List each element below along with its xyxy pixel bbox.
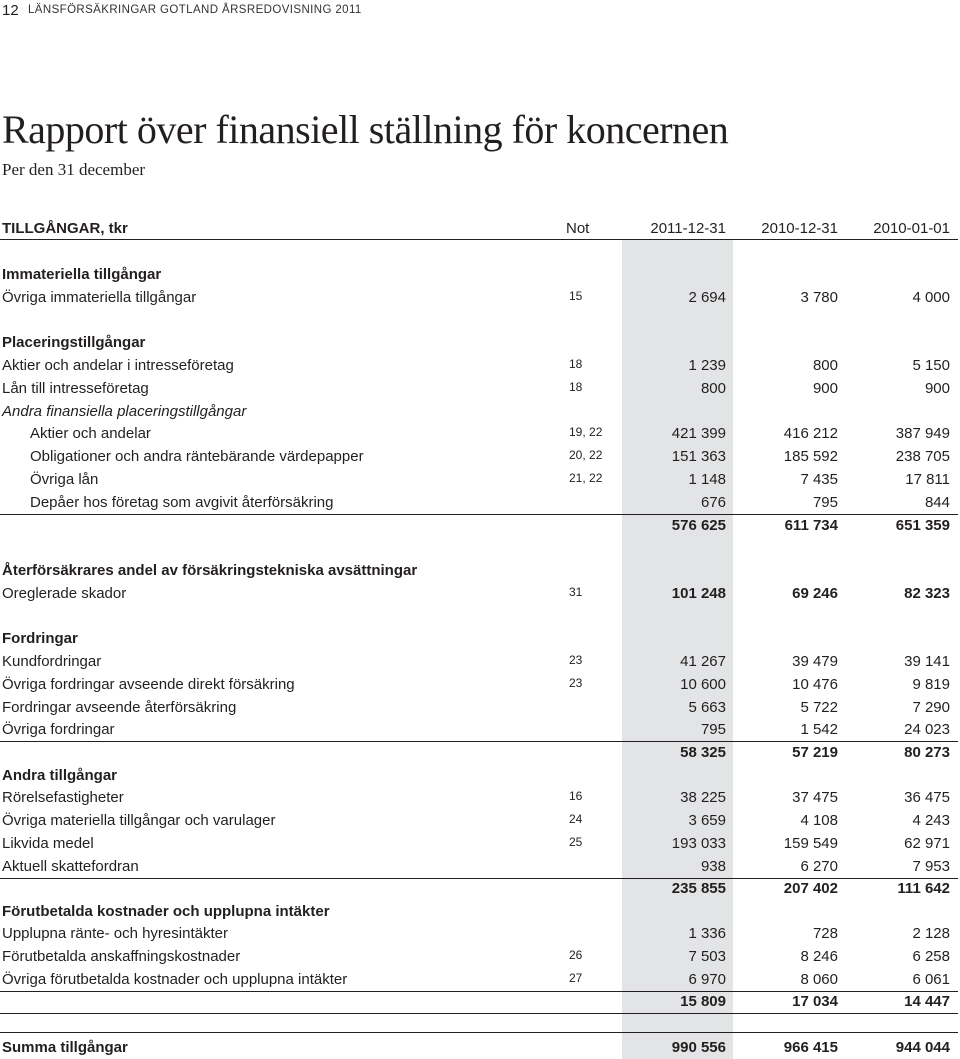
page-header	[0, 0, 362, 20]
row-label: Fordringar	[2, 630, 78, 647]
value-2010-01-01: 80 273	[904, 744, 950, 761]
value-2011-12-31: 58 325	[680, 744, 726, 761]
value-2010-01-01: 39 141	[904, 653, 950, 670]
note-ref: 16	[569, 789, 583, 803]
row-label: Övriga fordringar avseende direkt försäkring	[2, 676, 295, 693]
section-heading-row	[0, 263, 958, 286]
row-label: Övriga immateriella tillgångar	[2, 289, 197, 306]
section-heading-row	[0, 331, 958, 354]
value-2010-12-31: 966 415	[783, 1039, 838, 1056]
value-2010-12-31: 3 780	[800, 289, 838, 306]
value-2011-12-31: 10 600	[680, 676, 726, 693]
value-2010-01-01: 7 290	[912, 699, 950, 716]
value-2011-12-31: 576 625	[671, 517, 726, 534]
row-label: Andra tillgångar	[2, 767, 118, 784]
row-label: Övriga fordringar	[2, 721, 115, 738]
value-2010-12-31: 900	[812, 380, 838, 397]
table-row	[0, 945, 958, 968]
value-2010-01-01: 6 258	[912, 948, 950, 965]
table-row	[0, 673, 958, 696]
note-ref: 18	[569, 380, 583, 394]
value-2010-12-31: 7 435	[800, 471, 838, 488]
value-2011-12-31: 800	[700, 380, 726, 397]
value-2010-12-31: 416 212	[783, 425, 838, 442]
value-2011-12-31: 193 033	[671, 835, 726, 852]
row-label: Obligationer och andra räntebärande värdepapper	[30, 448, 364, 465]
row-label: Aktier och andelar i intresseföretag	[2, 357, 234, 374]
value-2011-12-31: 151 363	[671, 448, 726, 465]
row-label: Fordringar avseende återförsäkring	[2, 699, 237, 716]
table-row	[0, 445, 958, 468]
row-label: Placeringstillgångar	[2, 334, 146, 351]
section-heading-row	[0, 627, 958, 650]
value-2011-12-31: 1 148	[688, 471, 726, 488]
value-2010-01-01: 944 044	[895, 1039, 950, 1056]
value-2010-12-31: 185 592	[783, 448, 838, 465]
subtotal-row	[0, 990, 958, 1013]
value-2010-12-31: 728	[812, 925, 838, 942]
note-ref: 24	[569, 812, 583, 826]
table-row	[0, 696, 958, 719]
section-heading-row	[0, 900, 958, 923]
value-2010-12-31: 800	[812, 357, 838, 374]
value-2011-12-31: 795	[700, 721, 726, 738]
value-2011-12-31: 1 239	[688, 357, 726, 374]
row-label: Aktier och andelar	[30, 425, 151, 442]
subtotal-row	[0, 741, 958, 764]
note-ref: 23	[569, 653, 583, 667]
table-row	[0, 968, 958, 991]
table-header	[0, 218, 958, 240]
value-2010-12-31: 6 270	[800, 858, 838, 875]
row-label: Likvida medel	[2, 835, 94, 852]
value-2011-12-31: 7 503	[688, 948, 726, 965]
table-row	[0, 422, 958, 445]
row-label: Immateriella tillgångar	[2, 266, 162, 283]
section-heading-row	[0, 764, 958, 787]
page-subtitle: Per den 31 december	[2, 160, 146, 179]
page-title: Rapport över finansiell ställning för koncernen	[2, 107, 729, 152]
value-2010-01-01: 5 150	[912, 357, 950, 374]
subtotal-row	[0, 514, 958, 537]
value-2010-12-31: 611 734	[784, 517, 838, 534]
row-label: Förutbetalda kostnader och upplupna intäkter	[2, 903, 330, 920]
value-2010-01-01: 900	[924, 380, 950, 397]
value-2010-01-01: 111 642	[897, 880, 950, 897]
value-2010-12-31: 17 034	[792, 993, 838, 1010]
value-2011-12-31: 938	[700, 858, 726, 875]
value-2010-01-01: 82 323	[904, 585, 950, 602]
column-header-label: TILLGÅNGAR, tkr	[2, 220, 128, 237]
note-ref: 23	[569, 676, 583, 690]
value-2010-12-31: 37 475	[792, 789, 838, 806]
value-2010-01-01: 14 447	[904, 993, 950, 1010]
value-2010-12-31: 8 246	[800, 948, 838, 965]
table-row	[0, 354, 958, 377]
table-row	[0, 468, 958, 491]
value-2010-01-01: 62 971	[904, 835, 950, 852]
total-row	[0, 1036, 958, 1059]
row-label: Aktuell skattefordran	[2, 858, 139, 875]
page-number: 12	[2, 1, 19, 19]
subtotal-row	[0, 582, 958, 605]
value-2011-12-31: 3 659	[688, 812, 726, 829]
section-heading-row	[0, 559, 958, 582]
table-row	[0, 718, 958, 741]
value-2010-12-31: 5 722	[800, 699, 838, 716]
value-2010-12-31: 207 402	[783, 880, 838, 897]
value-2010-01-01: 4 000	[912, 289, 950, 306]
value-2011-12-31: 990 556	[671, 1039, 726, 1056]
value-2010-12-31: 4 108	[800, 812, 838, 829]
value-2011-12-31: 41 267	[680, 653, 726, 670]
value-2010-01-01: 238 705	[895, 448, 950, 465]
table-row	[0, 832, 958, 855]
row-label: Depåer hos företag som avgivit återförsäkring	[30, 494, 334, 511]
value-2011-12-31: 6 970	[688, 971, 726, 988]
row-label: Övriga förutbetalda kostnader och upplupna intäkter	[2, 971, 348, 988]
value-2010-12-31: 57 219	[792, 744, 838, 761]
column-header-not: Not	[566, 220, 590, 237]
value-2011-12-31: 101 248	[671, 585, 726, 602]
value-2010-01-01: 9 819	[912, 676, 950, 693]
row-label: Andra finansiella placeringstillgångar	[2, 403, 247, 420]
table-row	[0, 922, 958, 945]
value-2011-12-31: 421 399	[671, 425, 726, 442]
table-row	[0, 786, 958, 809]
value-2010-01-01: 7 953	[912, 858, 950, 875]
note-ref: 18	[569, 357, 583, 371]
value-2010-12-31: 10 476	[792, 676, 838, 693]
column-header-2010-01: 2010-01-01	[873, 220, 950, 237]
note-ref: 15	[569, 289, 583, 303]
note-ref: 26	[569, 948, 583, 962]
value-2010-12-31: 39 479	[792, 653, 838, 670]
value-2011-12-31: 676	[700, 494, 726, 511]
note-ref: 19, 22	[569, 425, 603, 439]
value-2010-01-01: 651 359	[895, 517, 950, 534]
row-label: Återförsäkrares andel av försäkringstekniska avsättningar	[2, 562, 418, 579]
row-label: Övriga materiella tillgångar och varulager	[2, 812, 276, 829]
note-ref: 20, 22	[569, 448, 603, 462]
table-row	[0, 377, 958, 400]
value-2011-12-31: 235 855	[671, 880, 726, 897]
table-row	[0, 286, 958, 309]
value-2010-01-01: 2 128	[912, 925, 950, 942]
row-label: Förutbetalda anskaffningskostnader	[2, 948, 241, 965]
value-2010-01-01: 844	[924, 494, 950, 511]
note-ref: 31	[569, 585, 583, 599]
value-2010-01-01: 6 061	[912, 971, 950, 988]
note-ref: 21, 22	[569, 471, 603, 485]
value-2010-01-01: 387 949	[895, 425, 950, 442]
total-rule	[0, 1032, 958, 1033]
value-2010-01-01: 17 811	[905, 471, 950, 488]
row-label: Rörelsefastigheter	[2, 789, 124, 806]
row-label: Kundfordringar	[2, 653, 102, 670]
value-2011-12-31: 2 694	[688, 289, 726, 306]
value-2011-12-31: 38 225	[680, 789, 726, 806]
value-2011-12-31: 5 663	[688, 699, 726, 716]
running-title: LÄNSFÖRSÄKRINGAR GOTLAND ÅRSREDOVISNING 2011	[28, 4, 362, 16]
value-2010-01-01: 36 475	[904, 789, 950, 806]
table-row	[0, 809, 958, 832]
value-2010-01-01: 24 023	[904, 721, 950, 738]
section-heading-row	[0, 400, 958, 423]
value-2010-12-31: 795	[812, 494, 838, 511]
note-ref: 25	[569, 835, 583, 849]
table-row	[0, 650, 958, 673]
table-row	[0, 855, 958, 878]
column-header-2011: 2011-12-31	[650, 220, 726, 237]
value-2011-12-31: 1 336	[688, 925, 726, 942]
value-2011-12-31: 15 809	[680, 993, 726, 1010]
row-label: Oreglerade skador	[2, 585, 127, 602]
note-ref: 27	[569, 971, 583, 985]
row-label: Övriga lån	[30, 471, 99, 488]
row-label: Lån till intresseföretag	[2, 380, 149, 397]
value-2010-12-31: 159 549	[783, 835, 838, 852]
row-label: Upplupna ränte- och hyresintäkter	[2, 925, 228, 942]
value-2010-12-31: 1 542	[800, 721, 838, 738]
value-2010-12-31: 8 060	[800, 971, 838, 988]
subtotal-row	[0, 877, 958, 900]
table-row	[0, 491, 958, 514]
value-2010-01-01: 4 243	[912, 812, 950, 829]
value-2010-12-31: 69 246	[792, 585, 838, 602]
row-label: Summa tillgångar	[2, 1039, 128, 1056]
column-header-2010: 2010-12-31	[761, 220, 838, 237]
subtotal-rule	[0, 1013, 958, 1014]
